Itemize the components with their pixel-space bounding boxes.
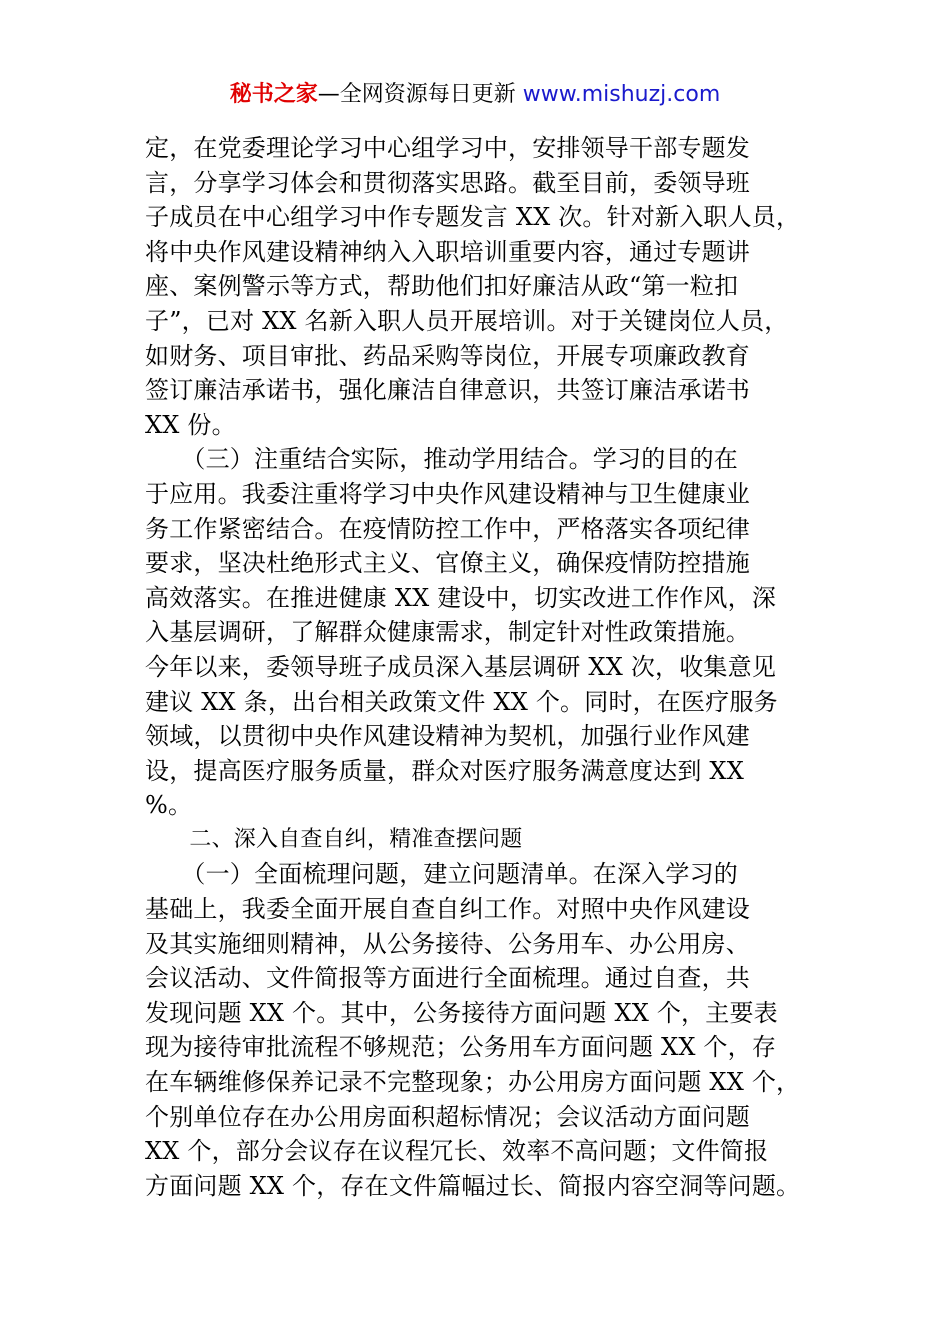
text-line: 于应用。我委注重将学习中央作风建设精神与卫生健康业 — [145, 479, 750, 508]
text-line: 领域，以贯彻中央作风建设精神为契机，加强行业作风建 — [145, 722, 750, 751]
paragraph — [145, 442, 817, 823]
text-line: 建议 XX 条，出台相关政策文件 XX 个。同时，在医疗服务 — [145, 687, 778, 716]
paragraph — [145, 131, 817, 442]
text-line: 子成员在中心组学习中作专题发言 XX 次。针对新入职人员， — [145, 203, 801, 232]
text-line: （一）全面梳理问题，建立问题清单。在深入学习的 — [145, 860, 738, 889]
text-line: XX 个，部分会议存在议程冗长、效率不高问题；文件简报 — [145, 1137, 769, 1166]
text-line: 今年以来，委领导班子成员深入基层调研 XX 次，收集意见 — [145, 652, 777, 681]
text-line: 言，分享学习体会和贯彻落实思路。截至目前，委领导班 — [145, 168, 750, 197]
document-body — [145, 131, 817, 1203]
text-line: 签订廉洁承诺书，强化廉洁自律意识，共签订廉洁承诺书 — [145, 376, 750, 405]
text-line: 方面问题 XX 个，存在文件篇幅过长、简报内容空洞等问题。 — [145, 1171, 801, 1200]
text-line: 高效落实。在推进健康 XX 建设中，切实改进工作作风，深 — [145, 583, 777, 612]
text-line: 务工作紧密结合。在疫情防控工作中，严格落实各项纪律 — [145, 514, 750, 543]
site-url-link[interactable]: www.mishuzj.com — [522, 82, 721, 107]
site-header — [0, 78, 950, 112]
text-line: （三）注重结合实际，推动学用结合。学习的目的在 — [145, 445, 738, 474]
text-line: 会议活动、文件简报等方面进行全面梳理。通过自查，共 — [145, 964, 750, 993]
text-line: 将中央作风建设精神纳入入职培训重要内容，通过专题讲 — [145, 237, 750, 266]
text-line: 入基层调研，了解群众健康需求，制定针对性政策措施。 — [145, 618, 750, 647]
text-line: 设，提高医疗服务质量，群众对医疗服务满意度达到 XX — [145, 756, 744, 785]
text-line: 及其实施细则精神，从公务接待、公务用车、办公用房、 — [145, 929, 750, 958]
paragraph — [145, 857, 817, 1203]
text-line: 子”，已对 XX 名新入职人员开展培训。对于关键岗位人员， — [145, 306, 789, 335]
text-line: 发现问题 XX 个。其中，公务接待方面问题 XX 个，主要表 — [145, 998, 778, 1027]
text-line: 座、案例警示等方式，帮助他们扣好廉洁从政“第一粒扣 — [145, 272, 739, 301]
text-line: 现为接待审批流程不够规范；公务用车方面问题 XX 个，存 — [145, 1033, 777, 1062]
text-line: 定，在党委理论学习中心组学习中，安排领导干部专题发 — [145, 134, 750, 162]
site-tagline: —全网资源每日更新 — [317, 82, 523, 107]
text-line: XX 份。 — [145, 410, 236, 439]
section-heading — [145, 823, 817, 858]
text-line: 如财务、项目审批、药品采购等岗位，开展专项廉政教育 — [145, 341, 750, 370]
section-heading-text: 二、深入自查自纠，精准查摆问题 — [145, 826, 523, 852]
site-brand: 秘书之家 — [229, 82, 318, 107]
text-line: 个别单位存在办公用房面积超标情况；会议活动方面问题 — [145, 1102, 750, 1131]
text-line: 基础上，我委全面开展自查自纠工作。对照中央作风建设 — [145, 895, 750, 924]
text-line: 要求，坚决杜绝形式主义、官僚主义，确保疫情防控措施 — [145, 549, 750, 578]
text-line: 在车辆维修保养记录不完整现象；办公用房方面问题 XX 个， — [145, 1068, 801, 1097]
text-line: %。 — [145, 791, 193, 820]
